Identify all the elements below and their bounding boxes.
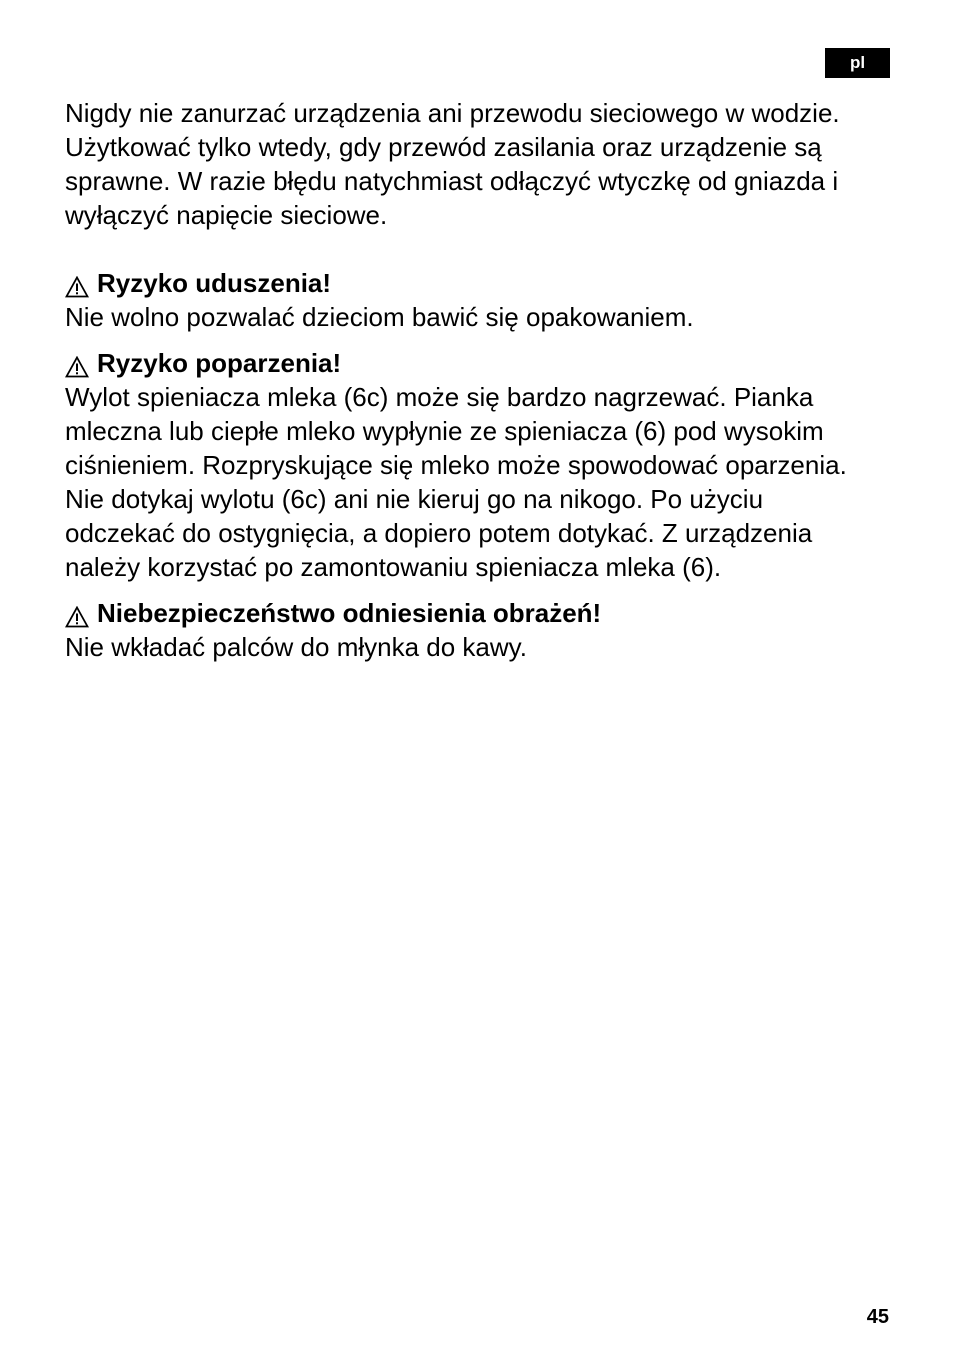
- warning-block-injury: [65, 596, 895, 664]
- warning-triangle-icon: [65, 272, 89, 294]
- intro-paragraph: Nigdy nie zanurzać urządzenia ani przewodu sieciowego w wodzie. Użytkować tylko wtedy, gdy przewód zasilania oraz urządzenie są sprawne. W razie błędu natychmiast odłączyć wtyczkę od gniazda i wyłączyć napięcie sieciowe.: [65, 98, 840, 230]
- warning-block-burn: [65, 346, 895, 584]
- language-badge: pl: [825, 48, 890, 78]
- warning-triangle-icon: [65, 352, 89, 374]
- warning-title: Niebezpieczeństwo odniesienia obrażeń!: [97, 598, 602, 628]
- warning-text: Nie wkładać palców do młynka do kawy.: [65, 632, 527, 662]
- warning-text: Wylot spieniacza mleka (6c) może się bardzo nagrzewać. Pianka mleczna lub ciepłe mleko wypłynie ze spieniacza (6) pod wysokim ciśnieniem. Rozpryskujące się mleko może spowodować oparzenia. Nie dotykaj wylotu (6c) ani nie kieruj go na nikogo. Po użyciu odczekać do ostygnięcia, a dopiero potem dotykać. Z urządzenia należy korzystać po zamontowaniu spieniacza mleka (6).: [65, 382, 847, 582]
- warning-text: Nie wolno pozwalać dzieciom bawić się opakowaniem.: [65, 302, 694, 332]
- warning-title: Ryzyko uduszenia!: [97, 268, 332, 298]
- warning-title: Ryzyko poparzenia!: [97, 348, 342, 378]
- warning-triangle-icon: [65, 602, 89, 624]
- page-content: [65, 96, 895, 676]
- page-number: 45: [866, 1306, 889, 1328]
- warning-heading: [65, 346, 895, 380]
- warning-heading: [65, 596, 895, 630]
- warning-heading: [65, 266, 895, 300]
- warning-block-suffocation: [65, 266, 895, 334]
